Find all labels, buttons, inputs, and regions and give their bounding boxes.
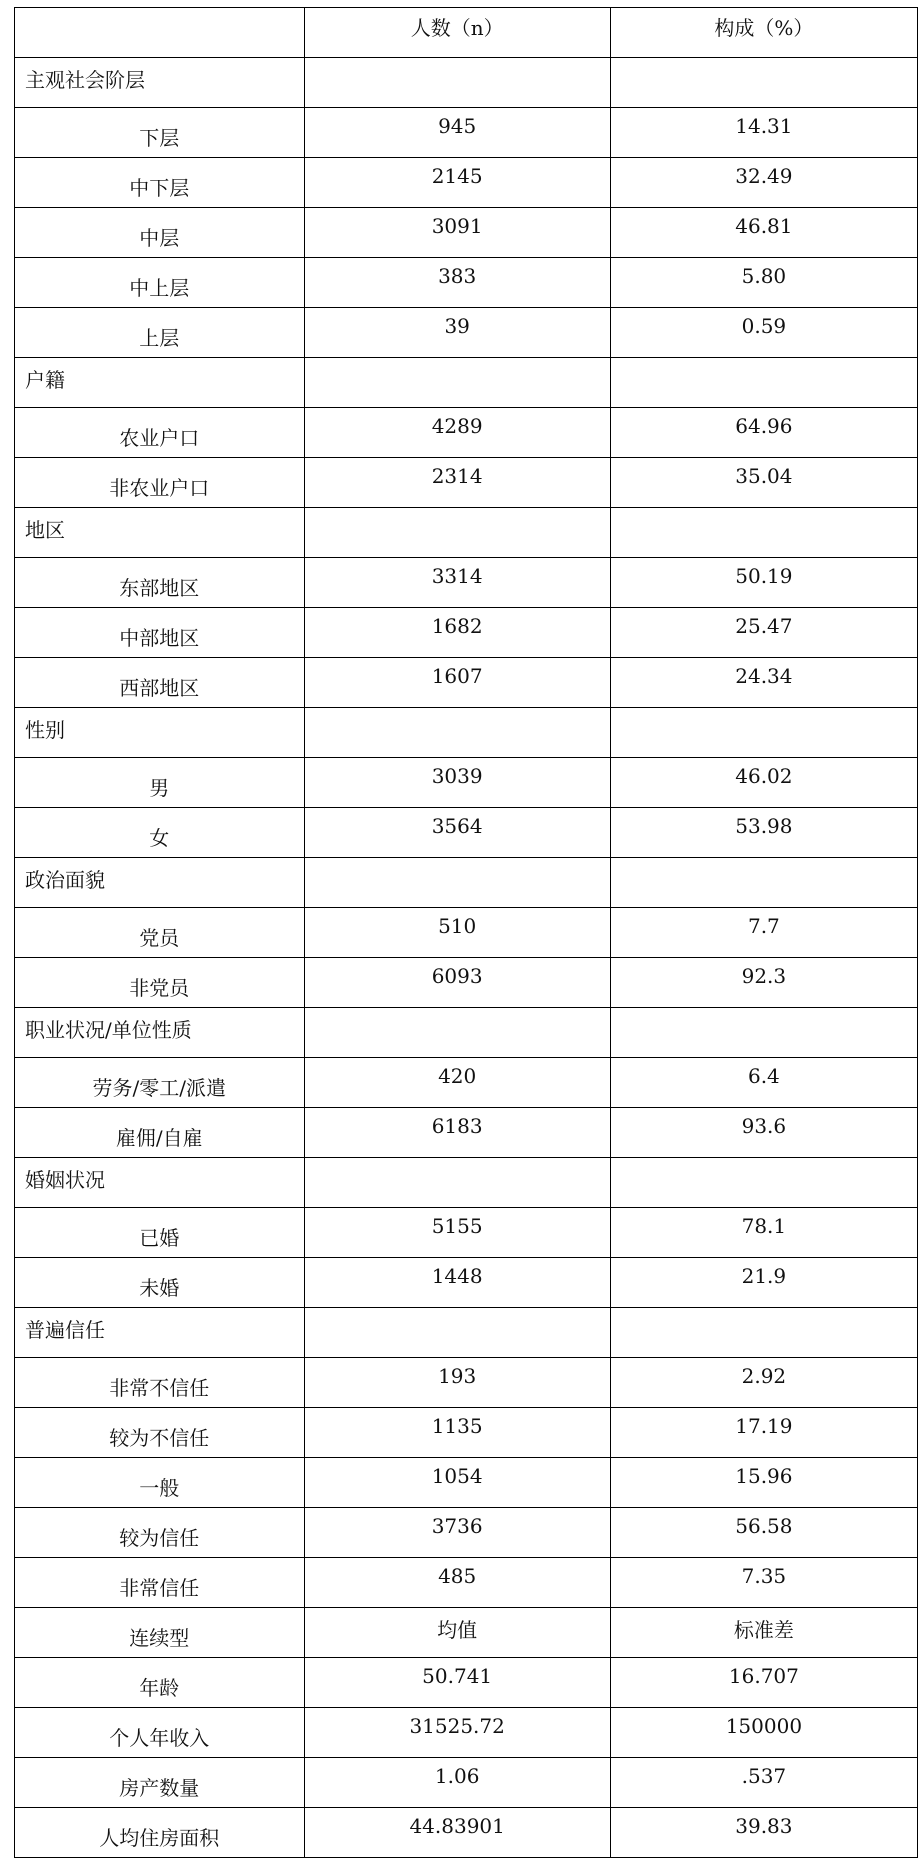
row-label: 东部地区 bbox=[15, 558, 305, 608]
count-cell: 1448 bbox=[304, 1258, 610, 1308]
count-cell: 945 bbox=[304, 108, 610, 158]
percent-cell: 0.59 bbox=[610, 308, 917, 358]
row-label: 劳务/零工/派遣 bbox=[15, 1058, 305, 1108]
row-label: 人均住房面积 bbox=[15, 1808, 305, 1858]
section-label: 普遍信任 bbox=[15, 1308, 305, 1358]
count-cell: 均值 bbox=[304, 1608, 610, 1658]
row-label: 中层 bbox=[15, 208, 305, 258]
header-cell-label bbox=[15, 8, 305, 58]
count-cell: 1135 bbox=[304, 1408, 610, 1458]
percent-cell: 56.58 bbox=[610, 1508, 917, 1558]
count-cell: 4289 bbox=[304, 408, 610, 458]
section-label: 主观社会阶层 bbox=[15, 58, 305, 108]
count-cell: 3736 bbox=[304, 1508, 610, 1558]
empty-cell bbox=[304, 1158, 610, 1208]
percent-cell: 标准差 bbox=[610, 1608, 917, 1658]
table-row bbox=[15, 608, 918, 658]
row-label: 未婚 bbox=[15, 1258, 305, 1308]
section-label: 职业状况/单位性质 bbox=[15, 1008, 305, 1058]
table-container bbox=[14, 7, 918, 1858]
empty-cell bbox=[610, 858, 917, 908]
count-cell: 2314 bbox=[304, 458, 610, 508]
table-row bbox=[15, 958, 918, 1008]
row-label: 下层 bbox=[15, 108, 305, 158]
count-cell: 44.83901 bbox=[304, 1808, 610, 1858]
table-row bbox=[15, 558, 918, 608]
count-cell: 2145 bbox=[304, 158, 610, 208]
count-cell: 510 bbox=[304, 908, 610, 958]
empty-cell bbox=[304, 358, 610, 408]
table-row bbox=[15, 1058, 918, 1108]
count-cell: 6093 bbox=[304, 958, 610, 1008]
empty-cell bbox=[610, 508, 917, 558]
section-label: 户籍 bbox=[15, 358, 305, 408]
percent-cell: 14.31 bbox=[610, 108, 917, 158]
count-cell: 3039 bbox=[304, 758, 610, 808]
percent-cell: 16.707 bbox=[610, 1658, 917, 1708]
section-label: 地区 bbox=[15, 508, 305, 558]
table-row bbox=[15, 1458, 918, 1508]
row-label: 上层 bbox=[15, 308, 305, 358]
table-row bbox=[15, 1708, 918, 1758]
empty-cell bbox=[304, 708, 610, 758]
row-label: 年龄 bbox=[15, 1658, 305, 1708]
row-label: 雇佣/自雇 bbox=[15, 1108, 305, 1158]
data-table bbox=[14, 7, 918, 1858]
percent-cell: 15.96 bbox=[610, 1458, 917, 1508]
percent-cell: 64.96 bbox=[610, 408, 917, 458]
header-cell-count: 人数（n） bbox=[304, 8, 610, 58]
row-label: 中下层 bbox=[15, 158, 305, 208]
row-label: 一般 bbox=[15, 1458, 305, 1508]
table-row bbox=[15, 308, 918, 358]
count-cell: 1607 bbox=[304, 658, 610, 708]
table-row bbox=[15, 258, 918, 308]
section-label: 政治面貌 bbox=[15, 858, 305, 908]
empty-cell bbox=[610, 1008, 917, 1058]
table-row bbox=[15, 908, 918, 958]
percent-cell: 32.49 bbox=[610, 158, 917, 208]
percent-cell: 46.02 bbox=[610, 758, 917, 808]
percent-cell: 39.83 bbox=[610, 1808, 917, 1858]
percent-cell: 5.80 bbox=[610, 258, 917, 308]
percent-cell: 78.1 bbox=[610, 1208, 917, 1258]
count-cell: 5155 bbox=[304, 1208, 610, 1258]
table-row bbox=[15, 1258, 918, 1308]
row-label: 非常信任 bbox=[15, 1558, 305, 1608]
percent-cell: .537 bbox=[610, 1758, 917, 1808]
section-row bbox=[15, 1008, 918, 1058]
count-cell: 50.741 bbox=[304, 1658, 610, 1708]
section-row bbox=[15, 508, 918, 558]
percent-cell: 92.3 bbox=[610, 958, 917, 1008]
count-cell: 31525.72 bbox=[304, 1708, 610, 1758]
count-cell: 39 bbox=[304, 308, 610, 358]
section-row bbox=[15, 358, 918, 408]
empty-cell bbox=[304, 858, 610, 908]
row-label: 非农业户口 bbox=[15, 458, 305, 508]
count-cell: 1682 bbox=[304, 608, 610, 658]
section-label: 性别 bbox=[15, 708, 305, 758]
percent-cell: 24.34 bbox=[610, 658, 917, 708]
empty-cell bbox=[610, 708, 917, 758]
percent-cell: 21.9 bbox=[610, 1258, 917, 1308]
row-label: 个人年收入 bbox=[15, 1708, 305, 1758]
table-row bbox=[15, 1358, 918, 1408]
percent-cell: 2.92 bbox=[610, 1358, 917, 1408]
table-row bbox=[15, 1508, 918, 1558]
empty-cell bbox=[610, 58, 917, 108]
empty-cell bbox=[304, 1308, 610, 1358]
section-row bbox=[15, 1308, 918, 1358]
count-cell: 6183 bbox=[304, 1108, 610, 1158]
table-row bbox=[15, 1808, 918, 1858]
table-row bbox=[15, 1658, 918, 1708]
section-row bbox=[15, 708, 918, 758]
section-label: 婚姻状况 bbox=[15, 1158, 305, 1208]
table-row bbox=[15, 1108, 918, 1158]
row-label: 男 bbox=[15, 758, 305, 808]
table-row bbox=[15, 458, 918, 508]
row-label: 党员 bbox=[15, 908, 305, 958]
row-label: 房产数量 bbox=[15, 1758, 305, 1808]
table-row bbox=[15, 108, 918, 158]
table-row bbox=[15, 1758, 918, 1808]
table-row bbox=[15, 208, 918, 258]
percent-cell: 50.19 bbox=[610, 558, 917, 608]
empty-cell bbox=[610, 1158, 917, 1208]
table-body bbox=[15, 8, 918, 1858]
empty-cell bbox=[304, 58, 610, 108]
count-cell: 193 bbox=[304, 1358, 610, 1408]
count-cell: 1.06 bbox=[304, 1758, 610, 1808]
table-row bbox=[15, 408, 918, 458]
table-row bbox=[15, 1208, 918, 1258]
count-cell: 3564 bbox=[304, 808, 610, 858]
section-row bbox=[15, 858, 918, 908]
row-label: 中上层 bbox=[15, 258, 305, 308]
section-row bbox=[15, 58, 918, 108]
percent-cell: 25.47 bbox=[610, 608, 917, 658]
count-cell: 3314 bbox=[304, 558, 610, 608]
table-row bbox=[15, 1608, 918, 1658]
empty-cell bbox=[304, 508, 610, 558]
empty-cell bbox=[304, 1008, 610, 1058]
percent-cell: 93.6 bbox=[610, 1108, 917, 1158]
header-cell-percent: 构成（%） bbox=[610, 8, 917, 58]
percent-cell: 53.98 bbox=[610, 808, 917, 858]
row-label: 已婚 bbox=[15, 1208, 305, 1258]
table-header-row bbox=[15, 8, 918, 58]
table-row bbox=[15, 658, 918, 708]
row-label: 西部地区 bbox=[15, 658, 305, 708]
count-cell: 383 bbox=[304, 258, 610, 308]
count-cell: 420 bbox=[304, 1058, 610, 1108]
percent-cell: 150000 bbox=[610, 1708, 917, 1758]
row-label: 女 bbox=[15, 808, 305, 858]
table-row bbox=[15, 758, 918, 808]
empty-cell bbox=[610, 358, 917, 408]
row-label: 非常不信任 bbox=[15, 1358, 305, 1408]
percent-cell: 7.35 bbox=[610, 1558, 917, 1608]
row-label: 连续型 bbox=[15, 1608, 305, 1658]
row-label: 农业户口 bbox=[15, 408, 305, 458]
count-cell: 3091 bbox=[304, 208, 610, 258]
table-row bbox=[15, 1408, 918, 1458]
row-label: 较为不信任 bbox=[15, 1408, 305, 1458]
row-label: 中部地区 bbox=[15, 608, 305, 658]
percent-cell: 17.19 bbox=[610, 1408, 917, 1458]
table-row bbox=[15, 158, 918, 208]
percent-cell: 7.7 bbox=[610, 908, 917, 958]
percent-cell: 35.04 bbox=[610, 458, 917, 508]
count-cell: 485 bbox=[304, 1558, 610, 1608]
percent-cell: 6.4 bbox=[610, 1058, 917, 1108]
empty-cell bbox=[610, 1308, 917, 1358]
count-cell: 1054 bbox=[304, 1458, 610, 1508]
table-row bbox=[15, 1558, 918, 1608]
row-label: 较为信任 bbox=[15, 1508, 305, 1558]
percent-cell: 46.81 bbox=[610, 208, 917, 258]
table-row bbox=[15, 808, 918, 858]
row-label: 非党员 bbox=[15, 958, 305, 1008]
section-row bbox=[15, 1158, 918, 1208]
